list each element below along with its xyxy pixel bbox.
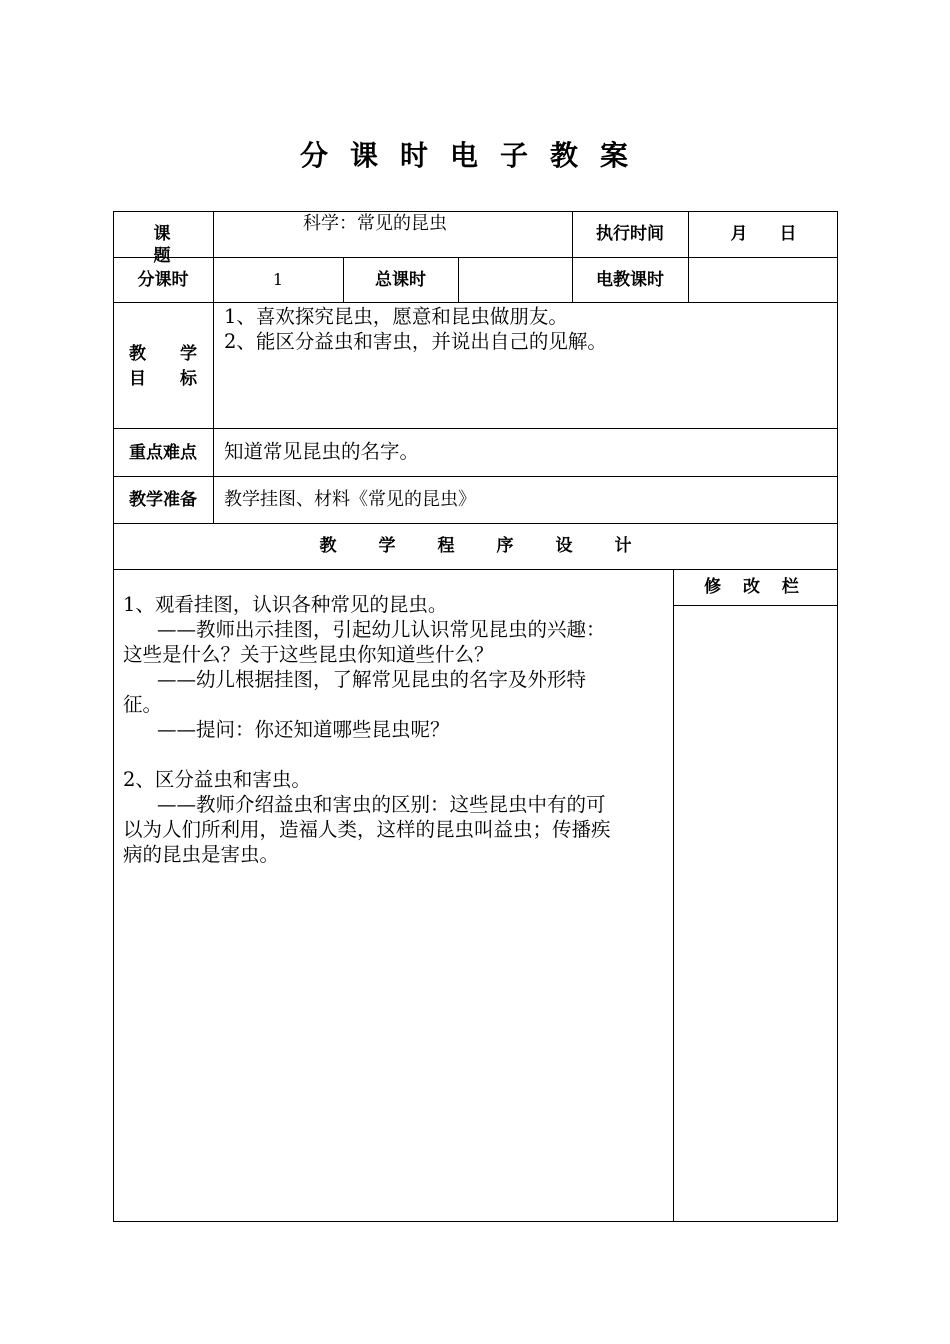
procedure-content — [123, 592, 668, 867]
sub-period-value: 1 — [272, 270, 284, 289]
col-divider — [673, 569, 674, 1222]
objective-item: 2、能区分益虫和害虫，并说出自己的见解。 — [224, 330, 607, 353]
revision-column-label: 修 改 栏 — [704, 577, 807, 597]
objectives-label-line2: 目 标 — [129, 369, 211, 389]
col-divider — [688, 211, 689, 303]
key-points-label: 重点难点 — [129, 443, 197, 463]
procedure-line: 病的昆虫是害虫。 — [123, 843, 280, 866]
preparation-value: 教学挂图、材料《常见的昆虫》 — [224, 489, 476, 510]
procedure-line: 1、观看挂图，认识各种常见的昆虫。 — [123, 593, 448, 616]
objectives-list — [224, 304, 607, 354]
procedure-section-title: 教学程序设计 — [319, 536, 674, 556]
row-divider — [113, 569, 838, 570]
col-divider — [213, 211, 214, 524]
procedure-line: ——教师出示挂图，引起幼儿认识常见昆虫的兴趣： — [157, 618, 606, 641]
day-label: 日 — [779, 224, 797, 244]
procedure-line: 以为人们所利用，造福人类，这样的昆虫叫益虫；传播疾 — [123, 818, 611, 841]
media-period-label: 电教课时 — [596, 270, 664, 290]
topic-label: 课 题 — [153, 224, 197, 266]
row-divider — [113, 302, 838, 303]
revision-header-divider — [673, 605, 838, 606]
procedure-line: ——幼儿根据挂图，了解常见昆虫的名字及外形特 — [157, 668, 587, 691]
topic-value: 科学：常见的昆虫 — [303, 213, 447, 234]
procedure-line: 2、区分益虫和害虫。 — [123, 768, 311, 791]
procedure-line: 这些是什么？关于这些昆虫你知道些什么？ — [123, 643, 494, 666]
objectives-label-line1: 教 学 — [129, 344, 211, 364]
key-points-value: 知道常见昆虫的名字。 — [224, 440, 420, 463]
objectives-label — [113, 342, 213, 392]
preparation-label: 教学准备 — [129, 490, 197, 510]
procedure-line: ——提问：你还知道哪些昆虫呢？ — [157, 718, 450, 741]
procedure-line: 征。 — [123, 693, 163, 716]
objective-item: 1、喜欢探究昆虫，愿意和昆虫做朋友。 — [224, 305, 568, 328]
page-title: 分课时电子教案 — [299, 139, 650, 172]
row-divider — [113, 257, 838, 258]
month-label: 月 — [730, 224, 748, 244]
exec-time-label: 执行时间 — [596, 224, 664, 244]
total-period-label: 总课时 — [375, 270, 426, 290]
row-divider — [113, 476, 838, 477]
procedure-line: ——教师介绍益虫和害虫的区别：这些昆虫中有的可 — [157, 793, 606, 816]
col-divider — [458, 257, 459, 303]
sub-period-label: 分课时 — [137, 270, 189, 290]
row-divider — [113, 523, 838, 524]
row-divider — [113, 428, 838, 429]
